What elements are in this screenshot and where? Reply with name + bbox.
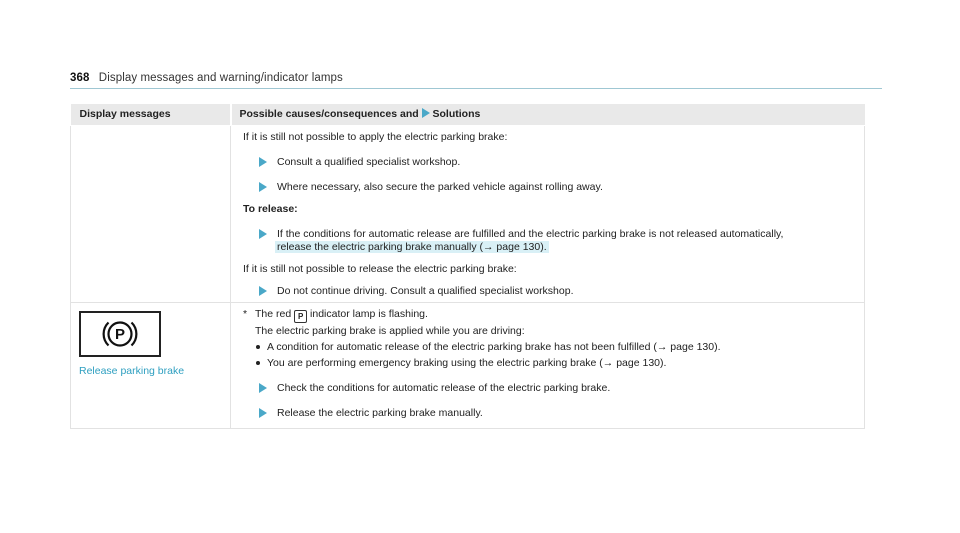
solution-step-text: Do not continue driving. Consult a qualified specialist workshop. — [277, 285, 574, 297]
play-arrow-icon — [259, 229, 267, 239]
table-row — [71, 303, 865, 429]
note-prefix: The red — [255, 308, 292, 320]
solution-step-text: Consult a qualified specialist workshop. — [277, 156, 461, 168]
solution-step — [243, 156, 856, 169]
display-message-cell — [71, 126, 231, 303]
solution-step-text: Where necessary, also secure the parked vehicle against rolling away. — [277, 181, 603, 193]
solution-step — [243, 407, 856, 420]
column-header-causes-solutions — [231, 104, 865, 126]
play-arrow-icon — [259, 383, 267, 393]
play-arrow-icon — [259, 408, 267, 418]
display-messages-table — [70, 104, 865, 429]
table-row — [71, 126, 865, 303]
footnote-star: * — [243, 308, 248, 320]
release-heading: To release: — [243, 203, 298, 215]
solution-step-text: Check the conditions for automatic release of the electric parking brake. — [277, 382, 611, 394]
page-header — [70, 72, 882, 89]
note-suffix: indicator lamp is flashing. — [310, 308, 428, 320]
parking-brake-display-icon — [79, 311, 161, 357]
list-item: You are performing emergency braking using the electric parking brake (→ page 130). — [255, 357, 856, 370]
solution-step — [243, 228, 856, 254]
paragraph: The electric parking brake is applied while you are driving: — [255, 325, 525, 337]
page-number: 368 — [70, 72, 90, 84]
parking-brake-lamp-icon: P — [294, 310, 307, 323]
solution-step-text: If the conditions for automatic release are fulfilled and the electric parking brake is not released automatically, — [277, 228, 784, 240]
play-arrow-icon — [259, 157, 267, 167]
play-arrow-icon — [259, 182, 267, 192]
release-parking-brake-caption: Release parking brake — [79, 365, 185, 377]
solutions-cell — [231, 303, 865, 429]
list-item: A condition for automatic release of the electric parking brake has not been fulfilled (→ page 130). — [255, 341, 856, 354]
solution-step-text: Release the electric parking brake manually. — [277, 407, 483, 419]
table-header-row — [71, 104, 865, 126]
svg-text:P: P — [114, 326, 126, 343]
paragraph: If it is still not possible to apply the electric parking brake: — [243, 131, 508, 143]
paragraph: If it is still not possible to release the electric parking brake: — [243, 263, 517, 275]
page-title: Display messages and warning/indicator lamps — [98, 72, 343, 84]
display-message-cell — [71, 303, 231, 429]
solutions-cell — [231, 126, 865, 303]
solution-step — [243, 285, 856, 298]
play-arrow-icon — [259, 286, 267, 296]
solution-step — [243, 382, 856, 395]
solution-step-text-continued: release the electric parking brake manually (→ page 130). — [277, 241, 547, 253]
play-arrow-icon — [422, 108, 430, 118]
column-header-display-messages: Display messages — [71, 104, 231, 126]
column-header-causes-label: Possible causes/consequences and — [239, 108, 419, 120]
parking-brake-warning-icon — [100, 318, 140, 350]
note-line — [243, 308, 856, 323]
solution-step — [243, 181, 856, 194]
column-header-solutions-label: Solutions — [432, 108, 481, 120]
